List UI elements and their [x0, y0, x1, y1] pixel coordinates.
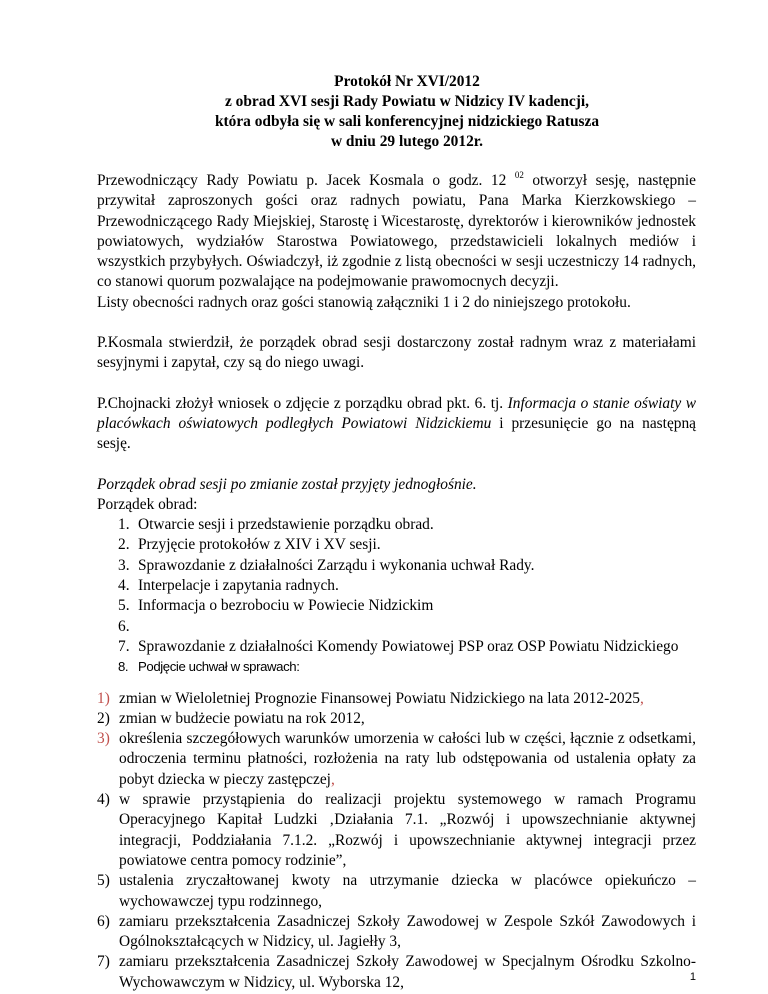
agenda-item-text [138, 618, 142, 635]
agenda-item-number: 2. [118, 536, 130, 554]
intro-paragraph [97, 171, 696, 293]
resolution-number: 7) [97, 953, 110, 971]
motion-text-end: i przesunięcie go na następną sesję. [97, 414, 697, 453]
title-line-3: która odbyła się w sali konferencyjnej nidzickiego Ratusza [214, 113, 600, 130]
agenda-accepted-note: Porządek obrad sesji po zmianie został przyjęty jednogłośnie. [97, 475, 477, 493]
agenda-item [97, 556, 696, 576]
resolution-text: zamiaru przekształcenia Zasadniczej Szkoły Zawodowej w Specjalnym Ośrodku Szkolno-Wychowawczym w Nidzicy, ul. Wyborska 12, [119, 953, 696, 991]
page-number: 1 [689, 971, 696, 983]
resolution-text: w sprawie przystąpienia do realizacji projektu systemowego w ramach Programu Operacyjnego Kapitał Ludzki ‚Działania 7.1. „Rozwój i upowszechnianie aktywnej integracji, Poddziałania 7.1.2. „Rozwój i upowszechnianie aktywnej integracji przez powiatowe centra pomocy rodzinie”, [119, 791, 696, 869]
resolution-item [97, 871, 696, 912]
resolution-item [97, 689, 696, 709]
agenda-item-number: 7. [118, 637, 130, 655]
agenda-item-text: Informacja o bezrobociu w Powiecie Nidzickim [138, 597, 434, 615]
resolution-number: 4) [97, 791, 110, 809]
resolution-text: ustalenia zryczałtowanej kwoty na utrzymanie dziecka w placówce opiekuńczo – wychowawczej typu rodzinnego, [119, 872, 696, 910]
agenda-item-text: Podjęcie uchwał w sprawach: [138, 659, 300, 675]
agenda-item-number: 8. [118, 659, 129, 675]
motion-italic-title: Informacja o stanie oświaty w placówkach oświatowych podległych Powiatowi Nidzickiemu [97, 394, 696, 432]
agenda-label: Porządek obrad: [97, 495, 198, 513]
agenda-item [97, 576, 696, 596]
resolution-item [97, 912, 696, 953]
resolution-number: 3) [97, 730, 110, 748]
agenda-item [97, 596, 696, 616]
motion-paragraph [97, 394, 696, 455]
agenda-item-text: Otwarcie sesji i przedstawienie porządku obrad. [138, 516, 434, 534]
intro-text-rest: otworzył sesję, następnie przywitał zaproszonych gości oraz radnych powiatu, Pana Marka Kierzkowskiego – Przewodniczącego Rady Miejskiej, Starostę i Wicestarostę, dyrektorów i kierowników jednostek powiatowych, wydziałów Starostwa Powiatowego, przedstawicieli lokalnych mediów i wszystkich przybyłych. Oświadczył, iż zgodnie z listą obecności w sesji uczestniczy 14 radnych, co stanowi quorum pozwalające na podejmowanie prawomocnych decyzji. [97, 172, 696, 291]
agenda-item [97, 617, 696, 637]
document-title [118, 72, 696, 152]
attendance-note: Listy obecności radnych oraz gości stanowią załączniki 1 i 2 do niniejszego protokołu. [97, 293, 631, 311]
time-minutes-superscript: 02 [514, 170, 524, 180]
agenda-item-text: Przyjęcie protokołów z XIV i XV sesji. [138, 536, 381, 554]
agenda-item [97, 657, 696, 677]
agenda-item-number: 6. [118, 617, 130, 635]
resolutions-list [97, 689, 696, 993]
intro-text-start: Przewodniczący Rady Powiatu p. Jacek Kosmala o godz. 12 [97, 172, 515, 189]
agenda-item-text: Sprawozdanie z działalności Zarządu i wykonania uchwał Rady. [138, 556, 535, 574]
resolution-number: 5) [97, 872, 110, 890]
title-line-2: z obrad XVI sesji Rady Powiatu w Nidzicy IV kadencji, [225, 93, 589, 110]
agenda-item [97, 535, 696, 555]
resolution-text: określenia szczegółowych warunków umorzenia w całości lub w części, łącznie z odsetkami, odroczenia terminu płatności, rozłożenia na raty lub odstępowania od ustalenia opłaty za pobyt dziecka w pieczy zastępczej [119, 730, 696, 788]
agenda-item [97, 637, 696, 657]
agenda-list [97, 515, 696, 677]
agenda-item-number: 5. [118, 597, 130, 615]
motion-text-start: P.Chojnacki złożył wniosek o zdjęcie z porządku obrad pkt. 6. tj. [97, 394, 508, 412]
resolution-item [97, 709, 696, 729]
resolution-item [97, 729, 696, 790]
title-line-4: w dniu 29 lutego 2012r. [330, 133, 484, 150]
agenda-item-text: Interpelacje i zapytania radnych. [138, 577, 339, 595]
resolution-text: zamiaru przekształcenia Zasadniczej Szkoły Zawodowej w Zespole Szkół Zawodowych i Ogólnokształcących w Nidzicy, ul. Jagiełły 3, [119, 912, 696, 951]
agenda-item-text: Sprawozdanie z działalności Komendy Powiatowej PSP oraz OSP Powiatu Nidzickiego [138, 637, 679, 655]
resolution-tail: , [639, 689, 644, 707]
resolution-item [97, 952, 696, 993]
agenda-item-number: 4. [118, 577, 130, 595]
agenda-check-paragraph: P.Kosmala stwierdził, że porządek obrad sesji dostarczony został radnym wraz z materiałami sesyjnymi i zapytał, czy są do niego uwagi. [97, 334, 696, 372]
resolution-number: 2) [97, 709, 110, 727]
agenda-item [97, 515, 696, 535]
resolution-text: zmian w budżecie powiatu na rok 2012, [119, 709, 365, 727]
title-line-1: Protokół Nr XVI/2012 [334, 73, 480, 90]
agenda-item-number: 1. [118, 516, 130, 534]
resolution-number: 6) [97, 912, 110, 930]
resolution-tail: , [330, 770, 335, 788]
resolution-item [97, 790, 696, 871]
agenda-item-number: 3. [118, 556, 130, 574]
resolution-number: 1) [97, 689, 110, 707]
resolution-text: zmian w Wieloletniej Prognozie Finansowej Powiatu Nidzickiego na lata 2012-2025 [119, 689, 640, 707]
